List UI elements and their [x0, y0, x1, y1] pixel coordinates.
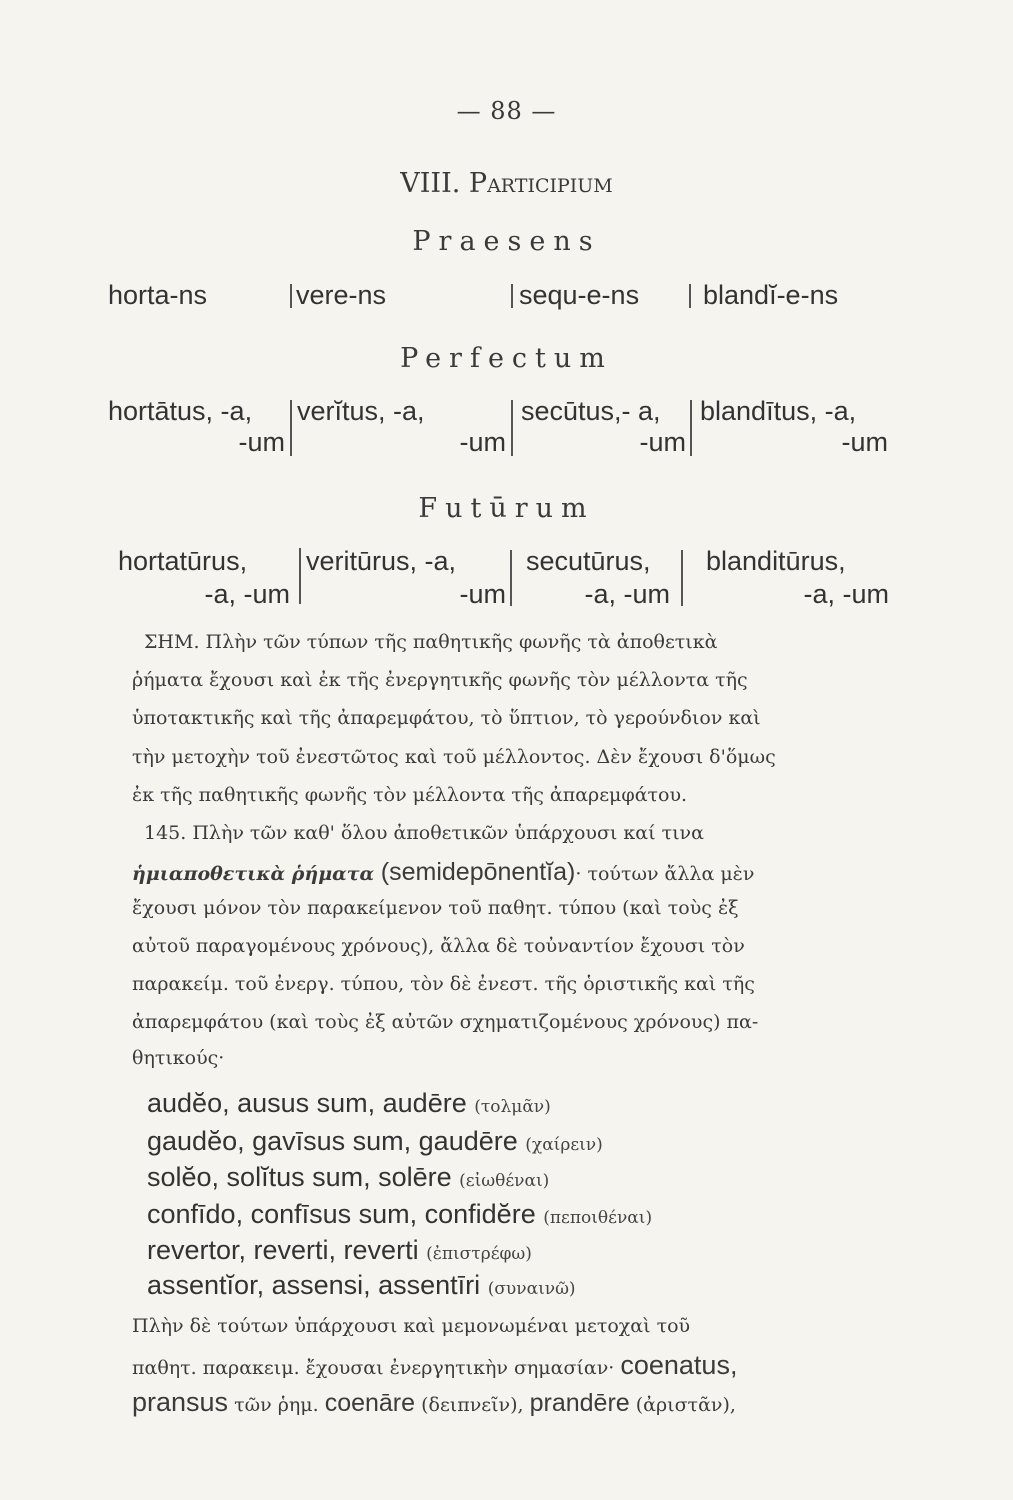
- note-line-4: τὴν μετοχὴν τοῦ ἐνεστῶτος καὶ τοῦ μέλλοντος. Δὲν ἔχουσι δ'ὅμως: [132, 746, 776, 768]
- closing-line-1: [132, 1315, 690, 1337]
- column-divider: [511, 400, 513, 456]
- futurum-form-2-line2: -um: [459, 579, 506, 609]
- paragraph-145-latin: (semidepōnentĭa): [380, 858, 576, 886]
- paragraph-145-text: · τούτων ἄλλα μὲν: [575, 863, 755, 885]
- column-divider: [299, 548, 301, 604]
- closing-text: παθητ. παρακειμ. ἔχουσαι ἐνεργητικὴν σημασίαν·: [132, 1357, 621, 1379]
- verb-item: [147, 1088, 551, 1119]
- paragraph-145-text: ἀπαρεμφάτου (καὶ τοὺς ἐξ αὐτῶν σχηματιζομένους χρόνους) πα-: [132, 1011, 759, 1033]
- verb-item: [147, 1126, 603, 1157]
- page-number: — 88 —: [456, 97, 557, 125]
- paragraph-145-line-6: [132, 1011, 758, 1033]
- perfectum-form-4-line2: -um: [841, 427, 888, 457]
- perfectum-form-1-line2: -um: [238, 427, 285, 457]
- column-divider: [690, 400, 692, 456]
- closing-latin: prandēre: [529, 1389, 630, 1417]
- perfectum-form-3-line1: secūtus,- a,: [521, 396, 661, 426]
- futurum-form-2-line1: veritūrus, -a,: [306, 546, 457, 576]
- verb-latin: audĕo, ausus sum, audēre: [147, 1088, 467, 1118]
- verb-latin: assentĭor, assensi, assentīri: [147, 1270, 481, 1300]
- note-line-1: ΣΗΜ. Πλὴν τῶν τύπων τῆς παθητικῆς φωνῆς τὰ ἀποθετικὰ: [144, 631, 718, 653]
- futurum-form-4-line2: -a, -um: [803, 579, 889, 609]
- perfectum-form-2-line2: -um: [459, 427, 506, 457]
- verb-item: [147, 1270, 576, 1301]
- paragraph-145-text: ἡμιαποθετικὰ ῥήματα: [132, 863, 381, 885]
- closing-text: τῶν ῥημ.: [228, 1394, 325, 1416]
- perfectum-form-3-line2: -um: [639, 427, 686, 457]
- closing-latin: coenatus,: [620, 1350, 738, 1380]
- praesens-form-3: sequ-e-ns: [519, 280, 640, 310]
- paragraph-145-text: αὐτοῦ παραγομένους χρόνους), ἄλλα δὲ τοὐναντίον ἔχουσι τὸν: [132, 935, 745, 957]
- column-divider: [511, 284, 513, 308]
- praesens-heading: Praesens: [412, 226, 601, 257]
- closing-line-3: [132, 1387, 736, 1418]
- column-divider: [290, 400, 292, 456]
- paragraph-145-line-3: [132, 897, 739, 919]
- closing-latin: pransus: [132, 1387, 229, 1417]
- paragraph-145-line-5: [132, 973, 755, 995]
- paragraph-145-text: θητικούς·: [132, 1047, 225, 1069]
- perfectum-form-4-line1: blandītus, -a,: [700, 396, 857, 426]
- closing-line-2: [132, 1350, 737, 1381]
- verb-latin: gaudĕo, gavīsus sum, gaudēre: [147, 1126, 518, 1156]
- column-divider: [290, 284, 292, 308]
- perfectum-heading: Perfectum: [400, 343, 613, 374]
- column-divider: [510, 550, 512, 606]
- praesens-form-1: horta-ns: [108, 280, 208, 310]
- futurum-form-1-line2: -a, -um: [204, 579, 290, 609]
- note-line-2: ῥήματα ἔχουσι καὶ ἐκ τῆς ἐνεργητικῆς φωνῆς τὸν μέλλοντα τῆς: [132, 669, 748, 691]
- futurum-form-4-line1: blanditūrus,: [706, 546, 846, 576]
- praesens-form-4: blandĭ-e-ns: [703, 280, 839, 310]
- verb-greek: (πεποιθέναι): [543, 1208, 653, 1228]
- verb-latin: revertor, reverti, reverti: [147, 1235, 419, 1265]
- paragraph-145-text: 145. Πλὴν τῶν καθ' ὅλου ἀποθετικῶν ὑπάρχουσι καί τινα: [144, 822, 704, 844]
- perfectum-form-1-line1: hortātus, -a,: [108, 396, 253, 426]
- closing-latin: coenāre: [324, 1389, 416, 1417]
- closing-text: (δειπνεῖν),: [415, 1394, 530, 1416]
- paragraph-145-text: παρακείμ. τοῦ ἐνεργ. τύπου, τὸν δὲ ἐνεστ. τῆς ὁριστικῆς καὶ τῆς: [132, 973, 755, 995]
- note-line-3: ὑποτακτικῆς καὶ τῆς ἀπαρεμφάτου, τὸ ὕπτιον, τὸ γερούνδιον καὶ: [132, 707, 761, 729]
- perfectum-form-2-line1: verĭtus, -a,: [297, 396, 425, 426]
- verb-item: [147, 1162, 549, 1193]
- paragraph-145-line-4: [132, 935, 745, 957]
- verb-greek: (εἰωθέναι): [459, 1171, 550, 1191]
- paragraph-145-line-7: [132, 1047, 224, 1069]
- section-heading: [0, 168, 1013, 199]
- verb-item: [147, 1235, 532, 1266]
- praesens-form-2: vere-ns: [296, 280, 387, 310]
- paragraph-145-line-2: [132, 858, 754, 887]
- paragraph-145-text: ἔχουσι μόνον τὸν παρακείμενον τοῦ παθητ. τύπου (καὶ τοὺς ἐξ: [132, 897, 739, 919]
- column-divider: [689, 284, 691, 308]
- note-line-5: ἐκ τῆς παθητικῆς φωνῆς τὸν μέλλοντα τῆς ἀπαρεμφάτου.: [132, 784, 688, 806]
- closing-text: Πλὴν δὲ τούτων ὑπάρχουσι καὶ μεμονωμέναι μετοχαὶ τοῦ: [132, 1315, 691, 1337]
- verb-latin: confīdo, confīsus sum, confidĕre: [147, 1199, 536, 1229]
- futurum-heading: Futūrum: [418, 493, 595, 524]
- verb-greek: (ἐπιστρέφω): [426, 1244, 532, 1264]
- paragraph-145-line-1: [144, 822, 704, 844]
- closing-text: (ἀριστᾶν),: [629, 1394, 736, 1416]
- futurum-form-1-line1: hortatūrus,: [118, 546, 248, 576]
- verb-greek: (χαίρειν): [525, 1135, 603, 1155]
- section-numeral: VIII.: [400, 168, 461, 199]
- section-title: Participium: [468, 168, 613, 199]
- column-divider: [681, 550, 683, 606]
- verb-greek: (συναινῶ): [487, 1279, 576, 1299]
- futurum-form-3-line1: secutūrus,: [526, 546, 651, 576]
- verb-greek: (τολμᾶν): [474, 1097, 551, 1117]
- futurum-form-3-line2: -a, -um: [584, 579, 670, 609]
- verb-latin: solĕo, solĭtus sum, solēre: [147, 1162, 452, 1192]
- verb-item: [147, 1199, 652, 1230]
